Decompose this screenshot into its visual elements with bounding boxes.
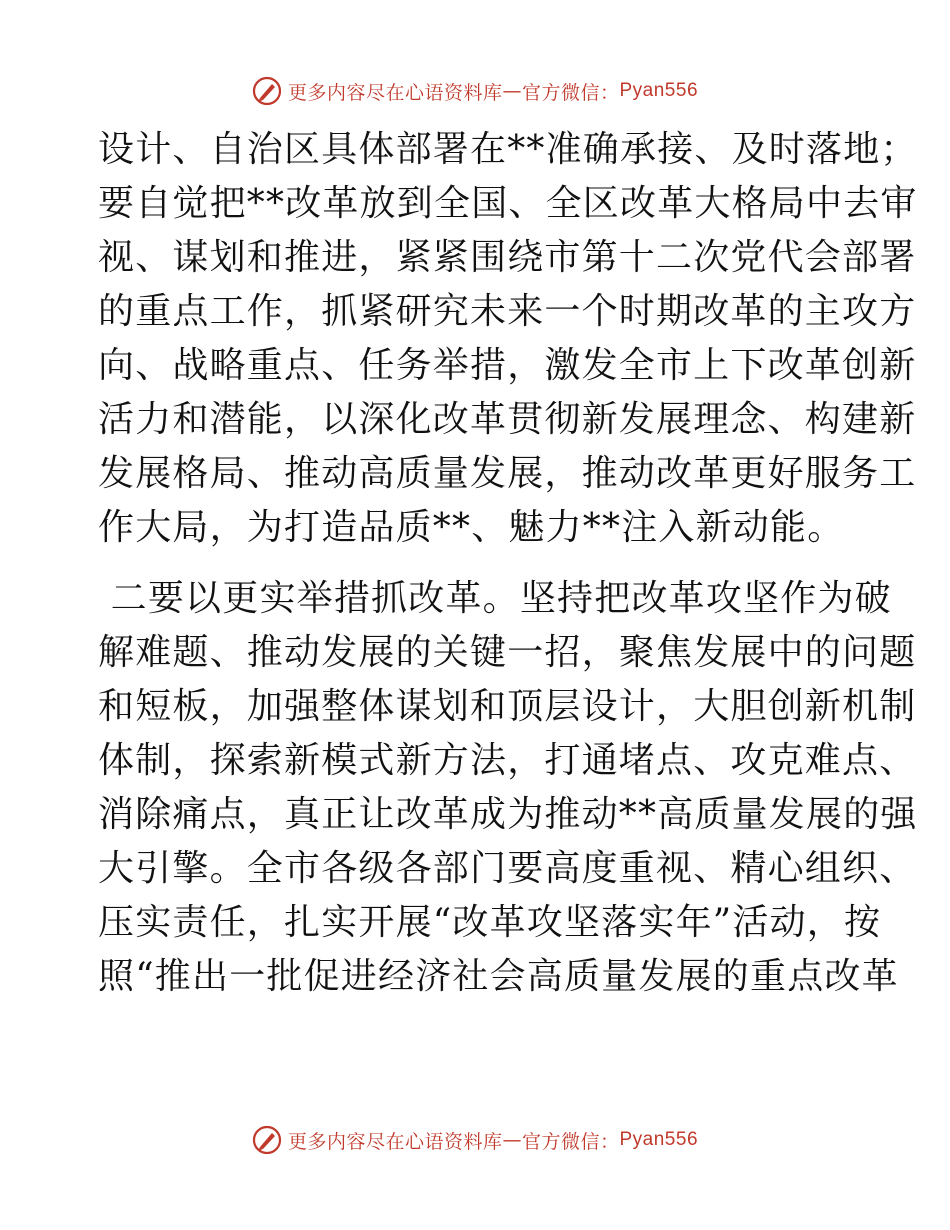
text-line: 压实责任，扎实开展“改革攻坚落实年”活动，按 [98, 902, 882, 943]
watermark-wechat-label: 官方微信： [521, 81, 620, 104]
paragraph-gap [98, 555, 858, 572]
text-line: 二要以更实举措抓改革。坚持把改革攻坚作为破 [98, 578, 892, 619]
text-line: 消除痛点，真正让改革成为推动**高质量发展的强 [98, 794, 918, 835]
text-line: 要自觉把**改革放到全国、全区改革大格局中去审 [98, 183, 918, 224]
watermark-text: 更多内容尽在心语资料库 [287, 1130, 503, 1153]
watermark-wechat-label: 官方微信： [521, 1130, 620, 1153]
watermark-wechat-id: Pyan556 [619, 1129, 699, 1150]
pen-logo-icon [252, 1125, 282, 1155]
text-line: 设计、自治区具体部署在**准确承接、及时落地； [98, 129, 918, 170]
text-line: 视、谋划和推进，紧紧围绕市第十二次党代会部署 [98, 237, 917, 278]
watermark-wechat-id: Pyan556 [619, 80, 699, 101]
text-line: 解难题、推动发展的关键一招，聚焦发展中的问题 [98, 632, 917, 673]
document-body [98, 123, 918, 1004]
text-line: 活力和潜能，以深化改革贯彻新发展理念、构建新 [98, 399, 917, 440]
pen-logo-icon [252, 76, 282, 106]
text-line: 和短板，加强整体谋划和顶层设计，大胆创新机制 [98, 686, 917, 727]
paragraph-1 [98, 123, 918, 555]
text-line: 作大局，为打造品质**、魅力**注入新动能。 [98, 507, 845, 548]
text-line: 大引擎。全市各级各部门要高度重视、精心组织、 [98, 848, 917, 889]
paragraph-2 [98, 572, 918, 1004]
watermark-separator: — [502, 80, 522, 102]
watermark-text: 更多内容尽在心语资料库 [287, 81, 503, 104]
text-line: 向、战略重点、任务举措，激发全市上下改革创新 [98, 345, 917, 386]
text-line: 体制，探索新模式新方法，打通堵点、攻克难点、 [98, 740, 917, 781]
text-line: 发展格局、推动高质量发展，推动改革更好服务工 [98, 453, 917, 494]
footer-watermark [0, 1120, 950, 1160]
header-watermark [0, 71, 950, 111]
text-line: 照“推出一批促进经济社会高质量发展的重点改革 [98, 956, 899, 997]
watermark-separator: — [502, 1129, 522, 1151]
text-line: 的重点工作，抓紧研究未来一个时期改革的主攻方 [98, 291, 917, 332]
